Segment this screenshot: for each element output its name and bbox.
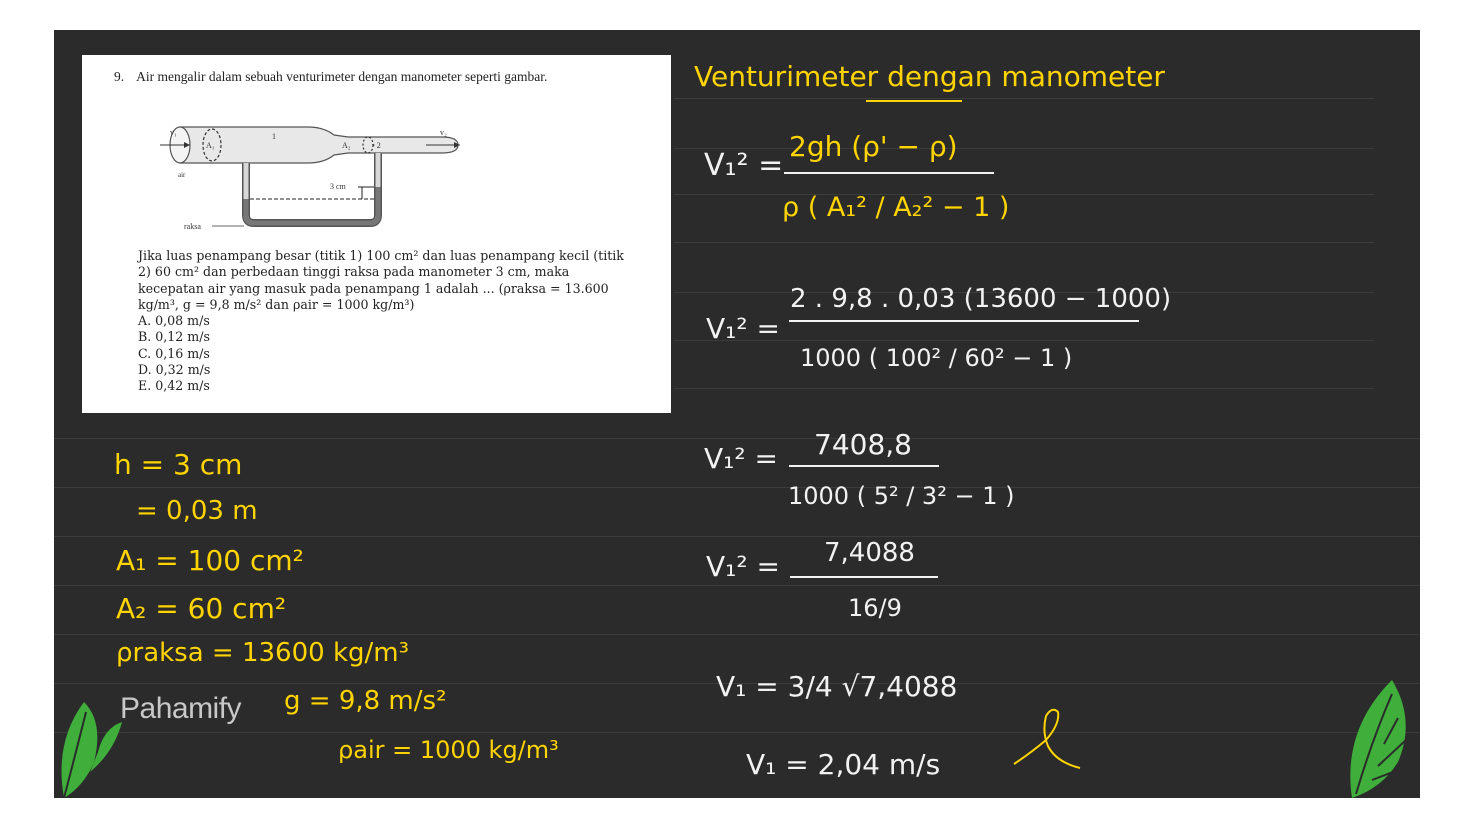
formula-lhs: V₁² = <box>704 148 784 183</box>
whiteboard <box>54 30 1420 798</box>
ruled-line <box>54 585 1420 586</box>
brand-logo: Pahamify <box>120 692 242 725</box>
ruled-line <box>674 194 1374 195</box>
label-raksa: raksa <box>184 222 201 231</box>
ruled-line <box>54 536 1420 537</box>
label-a2: A₂ <box>342 141 351 150</box>
ruled-line <box>674 388 1374 389</box>
final-result: V₁ = 2,04 m/s <box>746 748 941 781</box>
step3-numerator: 7,4088 <box>824 538 915 568</box>
question-body <box>138 248 638 395</box>
label-a1: A₁ <box>206 141 215 150</box>
venturimeter-figure <box>142 105 482 235</box>
formula-fraction-bar <box>784 172 994 174</box>
step2-fraction-bar <box>789 465 939 467</box>
step2-denominator: 1000 ( 5² / 3² − 1 ) <box>788 482 1015 510</box>
question-title <box>114 69 547 85</box>
label-air: air <box>178 171 186 179</box>
given-h: h = 3 cm <box>114 448 243 481</box>
step4: V₁ = 3/4 √7,4088 <box>716 670 958 703</box>
formula-denominator: ρ ( A₁² / A₂² − 1 ) <box>782 192 1010 223</box>
ruled-line <box>674 242 1374 243</box>
checkmark-icon <box>1012 702 1082 772</box>
ruled-line <box>54 732 1420 733</box>
option-b: B. 0,12 m/s <box>138 329 210 345</box>
label-v1: v₁ <box>170 128 177 137</box>
given-a2: A₂ = 60 cm² <box>116 592 287 625</box>
step1-fraction-bar <box>789 320 1139 322</box>
step3-lhs: V₁² = <box>706 550 780 583</box>
ruled-line <box>674 98 1374 99</box>
label-point1: 1 <box>272 132 276 141</box>
option-c: C. 0,16 m/s <box>138 345 210 361</box>
step3-fraction-bar <box>790 576 938 578</box>
question-card <box>82 55 671 413</box>
step1-numerator: 2 . 9,8 . 0,03 (13600 − 1000) <box>790 284 1172 314</box>
question-text: Air mengalir dalam sebuah venturimeter dengan manometer seperti gambar. <box>136 69 548 84</box>
option-e: E. 0,42 m/s <box>138 378 210 394</box>
given-a1: A₁ = 100 cm² <box>116 544 304 577</box>
step1-denominator: 1000 ( 100² / 60² − 1 ) <box>800 344 1073 372</box>
given-rho-raksa: ρraksa = 13600 kg/m³ <box>116 638 410 668</box>
formula-numerator: 2gh (ρ' − ρ) <box>789 130 958 163</box>
ruled-line <box>54 634 1420 635</box>
question-description: Jika luas penampang besar (titik 1) 100 cm² dan luas penampang kecil (titik 2) 60 cm² dan perbedaan tinggi raksa pada manometer 3 cm, maka kecepatan air yang masuk pada penampang 1 adalah ... (ρraksa = 13.600 kg/m³, g = 9,8 m/s² dan ρair = 1000 kg/m³) <box>138 248 624 312</box>
heading-underline <box>866 100 962 102</box>
label-point2: • 2 <box>372 141 381 150</box>
step3-denominator: 16/9 <box>848 594 902 622</box>
ruled-line <box>54 438 1420 439</box>
option-d: D. 0,32 m/s <box>138 362 211 378</box>
label-height: 3 cm <box>330 182 346 191</box>
ruled-line <box>54 487 1420 488</box>
option-a: A. 0,08 m/s <box>138 313 210 329</box>
leaf-icon <box>1332 670 1420 798</box>
given-h-meters: = 0,03 m <box>136 496 258 526</box>
given-rho-air: ρair = 1000 kg/m³ <box>338 736 559 764</box>
label-v2: v₂ <box>440 128 447 137</box>
step2-numerator: 7408,8 <box>814 428 912 461</box>
leaf-icon <box>54 662 124 798</box>
step1-lhs: V₁² = <box>706 312 780 345</box>
given-g: g = 9,8 m/s² <box>284 686 447 716</box>
question-number: 9. <box>114 69 125 84</box>
notes-heading: Venturimeter dengan manometer <box>694 60 1165 93</box>
step2-lhs: V₁² = <box>704 442 778 475</box>
